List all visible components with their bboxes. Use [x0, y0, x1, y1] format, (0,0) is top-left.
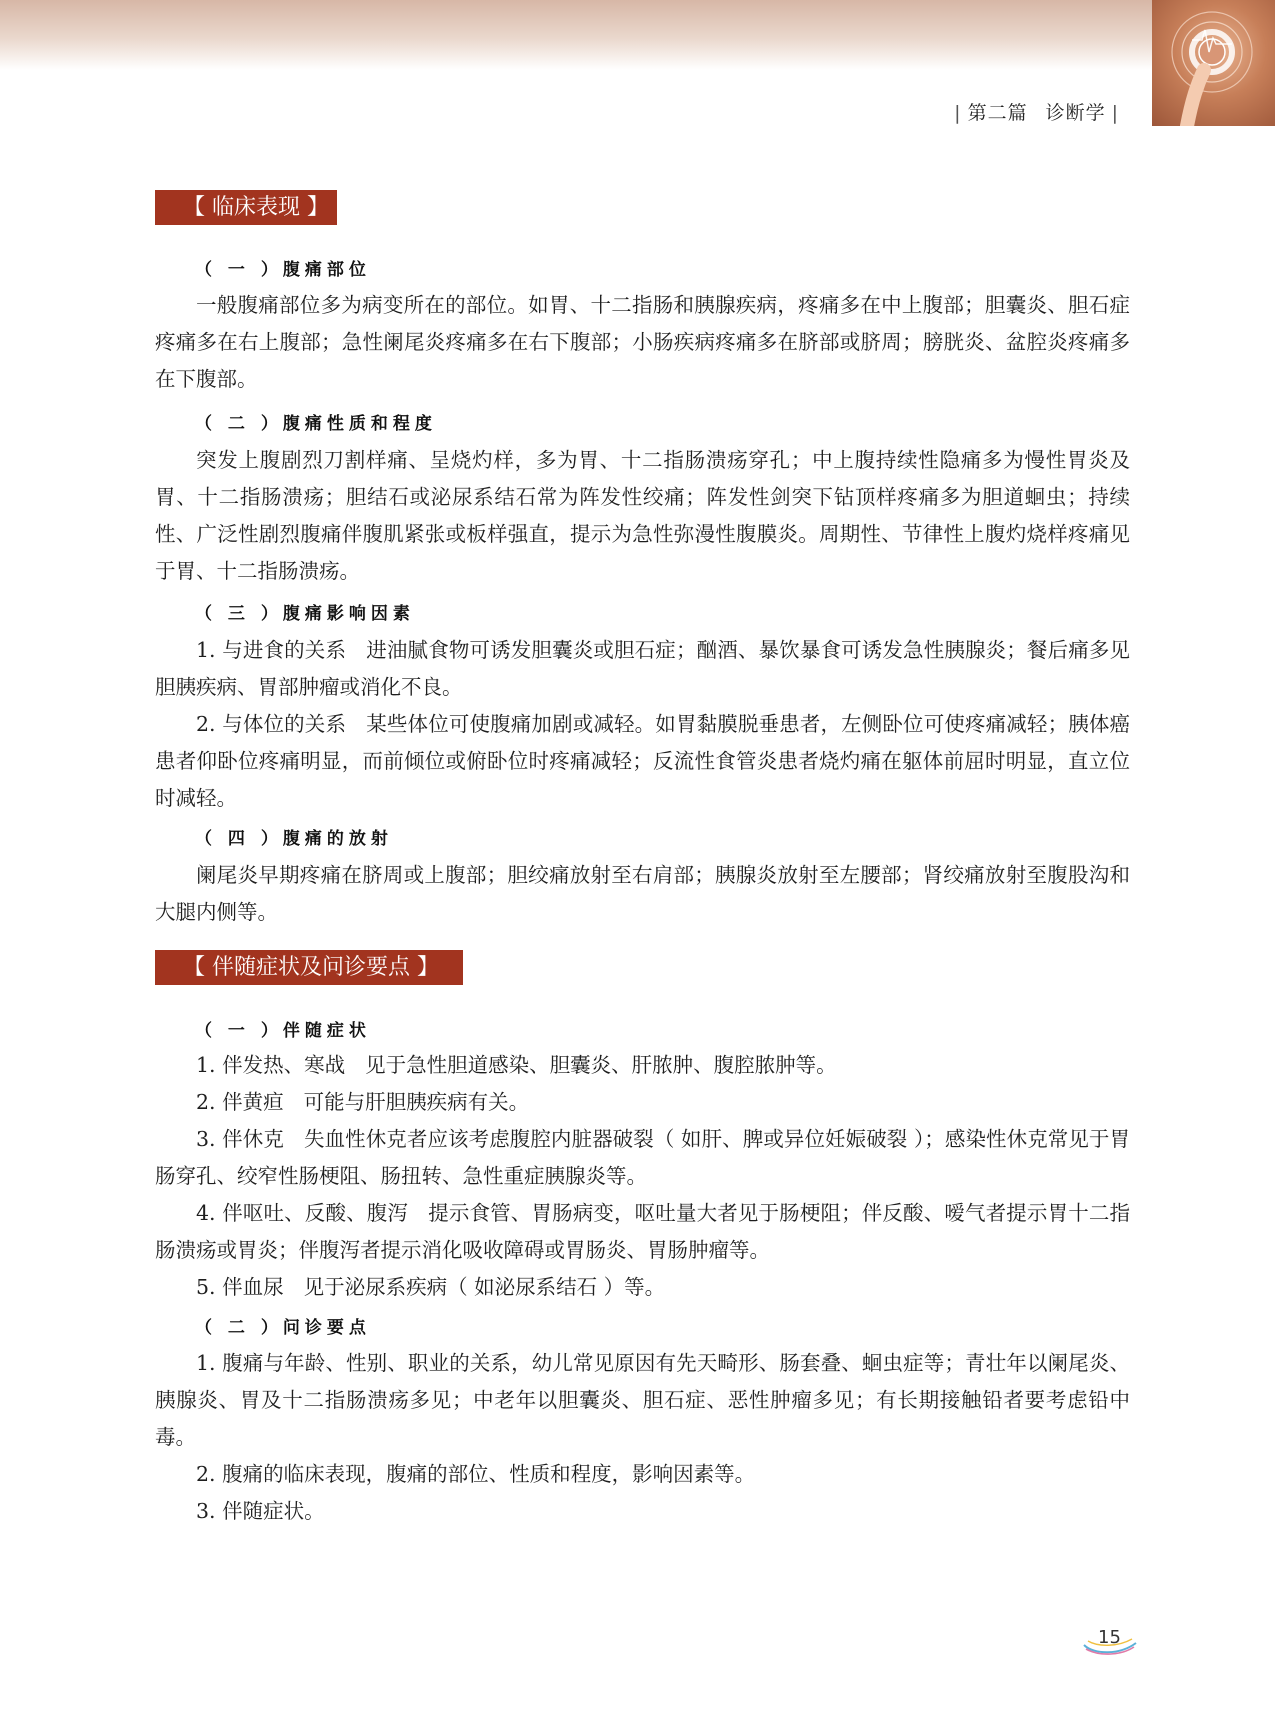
part-label: 第二篇	[967, 102, 1028, 124]
stethoscope-icon	[1152, 0, 1275, 126]
item-jaundice-text: 可能与肝胆胰疾病有关。	[303, 1090, 530, 1114]
inquiry-point-1: 1. 腹痛与年龄、性别、职业的关系，幼儿常见原因有先天畸形、肠套叠、蛔虫症等；青壮年以阑尾炎、胰腺炎、胃及十二指肠溃疡多见；中老年以胆囊炎、胆石症、恶性肿瘤多见；有长期接触铅者要考虑铅中毒。	[155, 1351, 1130, 1449]
item-vomiting	[155, 1195, 1130, 1269]
subheading-accompanying-symptoms: （ 一 ）伴随症状	[195, 1021, 371, 1041]
paragraph-pain-radiation: 阑尾炎早期疼痛在脐周或上腹部；胆绞痛放射至右肩部；胰腺炎放射至左腰部；肾绞痛放射至腹股沟和大腿内侧等。	[155, 863, 1130, 924]
paragraph-pain-location: 一般腹痛部位多为病变所在的部位。如胃、十二指肠和胰腺疾病，疼痛多在中上腹部；胆囊炎、胆石症疼痛多在右上腹部；急性阑尾炎疼痛多在右下腹部；小肠疾病疼痛多在脐部或脐周；膀胱炎、盆腔炎疼痛多在下腹部。	[155, 293, 1130, 391]
page-number	[1080, 1625, 1140, 1657]
item-posture-label: 2. 与体位的关系	[196, 712, 347, 736]
item-hematuria-label: 5. 伴血尿	[196, 1275, 284, 1299]
inquiry-point-3: 3. 伴随症状。	[196, 1499, 325, 1523]
item-jaundice	[155, 1084, 1130, 1121]
item-posture-relation	[155, 706, 1130, 817]
inquiry-point-2: 2. 腹痛的临床表现，腹痛的部位、性质和程度，影响因素等。	[196, 1462, 756, 1486]
section-title-symptoms: 【 伴随症状及问诊要点 】	[155, 950, 463, 985]
item-diet-text: 进油腻食物可诱发胆囊炎或胆石症；酗酒、暴饮暴食可诱发急性胰腺炎；餐后痛多见胆胰疾病、胃部肿瘤或消化不良。	[155, 638, 1131, 699]
paragraph-pain-nature: 突发上腹剧烈刀割样痛、呈烧灼样，多为胃、十二指肠溃疡穿孔；中上腹持续性隐痛多为慢性胃炎及胃、十二指肠溃疡；胆结石或泌尿系结石常为阵发性绞痛；阵发性剑突下钻顶样疼痛多为胆道蛔虫；持续性、广泛性剧烈腹痛伴腹肌紧张或板样强直，提示为急性弥漫性腹膜炎。周期性、节律性上腹灼烧样疼痛见于胃、十二指肠溃疡。	[155, 448, 1130, 583]
stethoscope-illustration	[1152, 0, 1275, 126]
page-top-band	[0, 0, 1275, 70]
running-header: | 第二篇 诊断学 |	[954, 102, 1119, 124]
subheading-pain-factors: （ 三 ）腹痛影响因素	[195, 604, 415, 624]
subheading-pain-nature: （ 二 ）腹痛性质和程度	[195, 414, 437, 434]
item-shock	[155, 1121, 1130, 1195]
item-hematuria-text: 见于泌尿系疾病（ 如泌尿系结石 ）等。	[303, 1275, 666, 1299]
item-jaundice-label: 2. 伴黄疸	[196, 1090, 284, 1114]
subheading-pain-location: （ 一 ）腹痛部位	[195, 260, 371, 280]
page-number-text: 15	[1098, 1627, 1121, 1648]
item-fever-text: 见于急性胆道感染、胆囊炎、肝脓肿、腹腔脓肿等。	[365, 1053, 837, 1077]
item-posture-text: 某些体位可使腹痛加剧或减轻。如胃黏膜脱垂患者，左侧卧位可使疼痛减轻；胰体癌患者仰卧位疼痛明显，而前倾位或俯卧位时疼痛减轻；反流性食管炎患者烧灼痛在躯体前屈时明显，直立位时减轻。	[155, 712, 1131, 810]
item-diet-relation	[155, 632, 1130, 706]
section-title-clinical: 【 临床表现 】	[155, 190, 337, 225]
item-hematuria	[155, 1269, 1130, 1306]
item-shock-label: 3. 伴休克	[196, 1127, 284, 1151]
item-diet-label: 1. 与进食的关系	[196, 638, 347, 662]
subheading-inquiry-points: （ 二 ）问诊要点	[195, 1318, 371, 1338]
item-vomiting-text: 提示食管、胃肠病变，呕吐量大者见于肠梗阻；伴反酸、嗳气者提示胃十二指肠溃疡或胃炎；伴腹泻者提示消化吸收障碍或胃肠炎、胃肠肿瘤等。	[155, 1201, 1131, 1262]
subject-label: 诊断学	[1045, 102, 1106, 124]
item-vomiting-label: 4. 伴呕吐、反酸、腹泻	[196, 1201, 409, 1225]
item-fever-label: 1. 伴发热、寒战	[196, 1053, 346, 1077]
item-fever	[155, 1047, 1130, 1084]
item-shock-text: 失血性休克者应该考虑腹腔内脏器破裂（ 如肝、脾或异位妊娠破裂 ）；感染性休克常见于胃肠穿孔、绞窄性肠梗阻、肠扭转、急性重症胰腺炎等。	[155, 1127, 1131, 1188]
subheading-pain-radiation: （ 四 ）腹痛的放射	[195, 829, 393, 849]
